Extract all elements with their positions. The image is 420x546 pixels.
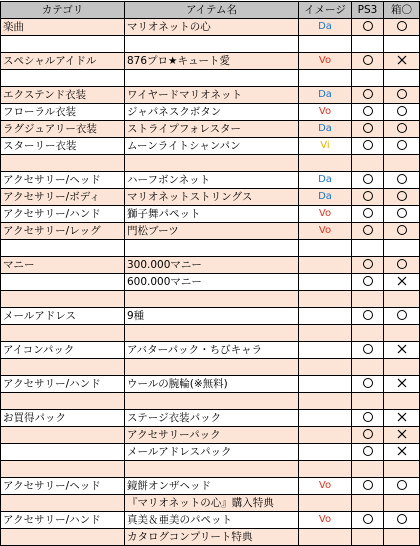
table-row <box>1 461 420 478</box>
circle-icon <box>397 208 407 218</box>
image-type-cell <box>299 155 352 172</box>
category-cell: アクセサリー/ハンド <box>1 512 125 529</box>
image-type-cell <box>299 461 352 478</box>
ps3-cell <box>352 325 384 342</box>
box-cell <box>384 342 420 359</box>
image-type-label: Da <box>318 123 332 134</box>
table-row <box>1 410 420 427</box>
box-cell <box>384 257 420 274</box>
image-type-cell <box>299 138 352 155</box>
circle-icon <box>397 140 407 150</box>
circle-icon <box>397 191 407 201</box>
category-cell: スターリー衣装 <box>1 138 125 155</box>
item-name-cell: ハーフボンネット <box>125 172 299 189</box>
circle-icon <box>363 310 373 320</box>
image-type-cell <box>299 376 352 393</box>
category-cell <box>1 444 125 461</box>
image-type-cell <box>299 70 352 87</box>
item-name-cell: 獅子舞パペット <box>125 206 299 223</box>
circle-icon <box>397 21 407 31</box>
circle-icon <box>363 225 373 235</box>
table-row <box>1 172 420 189</box>
box-cell <box>384 206 420 223</box>
category-cell <box>1 461 125 478</box>
table-row <box>1 70 420 87</box>
box-cell <box>384 291 420 308</box>
box-cell <box>384 53 420 70</box>
ps3-cell <box>352 53 384 70</box>
box-cell <box>384 189 420 206</box>
ps3-cell <box>352 291 384 308</box>
image-type-cell <box>299 240 352 257</box>
category-cell <box>1 529 125 546</box>
item-name-cell: 真美＆亜美のパペット <box>125 512 299 529</box>
item-name-cell: ウールの腕輪(※無料) <box>125 376 299 393</box>
table-row <box>1 444 420 461</box>
table-row <box>1 308 420 325</box>
image-type-cell <box>299 274 352 291</box>
category-cell: エクステンド衣装 <box>1 87 125 104</box>
circle-icon <box>363 344 373 354</box>
image-type-cell <box>299 36 352 53</box>
image-type-cell <box>299 223 352 240</box>
category-cell: フローラル衣装 <box>1 104 125 121</box>
ps3-cell <box>352 240 384 257</box>
box-cell <box>384 70 420 87</box>
category-cell: アクセサリー/ヘッド <box>1 172 125 189</box>
table-row <box>1 342 420 359</box>
cross-icon <box>397 276 407 286</box>
ps3-cell <box>352 342 384 359</box>
item-name-cell <box>125 325 299 342</box>
circle-icon <box>397 89 407 99</box>
box-cell <box>384 529 420 546</box>
category-cell <box>1 325 125 342</box>
image-type-label: Da <box>318 89 332 100</box>
circle-icon <box>397 106 407 116</box>
table-row <box>1 512 420 529</box>
table-row <box>1 529 420 546</box>
ps3-cell <box>352 461 384 478</box>
circle-icon <box>363 378 373 388</box>
image-type-cell <box>299 512 352 529</box>
cross-icon <box>397 412 407 422</box>
image-type-cell <box>299 427 352 444</box>
ps3-cell <box>352 70 384 87</box>
circle-icon <box>363 208 373 218</box>
image-type-label: Vo <box>318 480 332 491</box>
category-cell: スペシャルアイドル <box>1 53 125 70</box>
box-cell <box>384 19 420 36</box>
box-cell <box>384 104 420 121</box>
item-list-sheet <box>0 1 420 543</box>
category-cell: アイコンパック <box>1 342 125 359</box>
circle-icon <box>397 259 407 269</box>
circle-icon <box>397 174 407 184</box>
item-name-cell <box>125 393 299 410</box>
category-cell <box>1 359 125 376</box>
cross-icon <box>397 55 407 65</box>
circle-icon <box>363 123 373 133</box>
category-cell <box>1 155 125 172</box>
table-row <box>1 189 420 206</box>
item-name-cell: 300.000マニー <box>125 257 299 274</box>
box-cell <box>384 444 420 461</box>
ps3-cell <box>352 410 384 427</box>
table-row <box>1 359 420 376</box>
box-cell <box>384 427 420 444</box>
circle-icon <box>363 446 373 456</box>
category-cell: 楽曲 <box>1 19 125 36</box>
image-type-cell <box>299 308 352 325</box>
category-cell: アクセサリー/ハンド <box>1 376 125 393</box>
table-row <box>1 325 420 342</box>
header-image: イメージ <box>299 2 352 19</box>
image-type-cell <box>299 104 352 121</box>
category-cell <box>1 427 125 444</box>
item-name-cell: 鏡餅オンザヘッド <box>125 478 299 495</box>
circle-icon <box>363 174 373 184</box>
image-type-cell <box>299 325 352 342</box>
table-body <box>1 19 420 546</box>
box-cell <box>384 461 420 478</box>
table-row <box>1 206 420 223</box>
box-cell <box>384 495 420 512</box>
header-ps3: PS3 <box>352 2 384 19</box>
box-cell <box>384 223 420 240</box>
table-row <box>1 393 420 410</box>
circle-icon <box>397 480 407 490</box>
image-type-cell <box>299 53 352 70</box>
image-type-label: Vo <box>318 106 332 117</box>
header-row <box>1 2 420 19</box>
category-cell: ラグジュアリー衣装 <box>1 121 125 138</box>
circle-icon <box>363 276 373 286</box>
image-type-cell <box>299 206 352 223</box>
box-cell <box>384 376 420 393</box>
box-cell <box>384 393 420 410</box>
image-type-cell <box>299 478 352 495</box>
category-cell <box>1 70 125 87</box>
image-type-cell <box>299 529 352 546</box>
box-cell <box>384 36 420 53</box>
circle-icon <box>363 55 373 65</box>
image-type-label: Vo <box>318 514 332 525</box>
table-row <box>1 223 420 240</box>
ps3-cell <box>352 376 384 393</box>
category-cell: お買得パック <box>1 410 125 427</box>
image-type-cell <box>299 172 352 189</box>
header-box: 箱〇 <box>384 2 420 19</box>
category-cell: アクセサリー/レッグ <box>1 223 125 240</box>
item-name-cell: ジャパネスクボタン <box>125 104 299 121</box>
table-row <box>1 104 420 121</box>
image-type-label: Da <box>318 21 332 32</box>
item-name-cell: 9種 <box>125 308 299 325</box>
image-type-label: Vo <box>318 208 332 219</box>
image-type-label: Da <box>318 191 332 202</box>
table-row <box>1 138 420 155</box>
image-type-label: Da <box>318 174 332 185</box>
ps3-cell <box>352 478 384 495</box>
cross-icon <box>397 378 407 388</box>
ps3-cell <box>352 138 384 155</box>
box-cell <box>384 121 420 138</box>
ps3-cell <box>352 308 384 325</box>
category-cell: アクセサリー/ボディ <box>1 189 125 206</box>
item-name-cell: ワイヤードマリオネット <box>125 87 299 104</box>
item-name-cell <box>125 359 299 376</box>
item-name-cell: 門松ブーツ <box>125 223 299 240</box>
category-cell: マニー <box>1 257 125 274</box>
box-cell <box>384 172 420 189</box>
header-item-name: アイテム名 <box>125 2 299 19</box>
table-row <box>1 240 420 257</box>
item-name-cell: アクセサリーパック <box>125 427 299 444</box>
box-cell <box>384 87 420 104</box>
item-name-cell: カタログコンプリート特典 <box>125 529 299 546</box>
category-cell: アクセサリー/ハンド <box>1 206 125 223</box>
circle-icon <box>363 191 373 201</box>
table-row <box>1 53 420 70</box>
image-type-cell <box>299 19 352 36</box>
category-cell <box>1 240 125 257</box>
cross-icon <box>397 344 407 354</box>
table-row <box>1 36 420 53</box>
category-cell <box>1 274 125 291</box>
ps3-cell <box>352 495 384 512</box>
ps3-cell <box>352 427 384 444</box>
circle-icon <box>363 429 373 439</box>
image-type-cell <box>299 359 352 376</box>
cross-icon <box>397 429 407 439</box>
circle-icon <box>363 480 373 490</box>
circle-icon <box>363 514 373 524</box>
image-type-cell <box>299 87 352 104</box>
item-name-cell: マリオネットストリングス <box>125 189 299 206</box>
item-name-cell <box>125 240 299 257</box>
item-name-cell: 600.000マニー <box>125 274 299 291</box>
category-cell <box>1 495 125 512</box>
ps3-cell <box>352 274 384 291</box>
ps3-cell <box>352 189 384 206</box>
ps3-cell <box>352 121 384 138</box>
table-row <box>1 121 420 138</box>
box-cell <box>384 308 420 325</box>
image-type-cell <box>299 393 352 410</box>
ps3-cell <box>352 359 384 376</box>
table-row <box>1 495 420 512</box>
box-cell <box>384 359 420 376</box>
image-type-cell <box>299 257 352 274</box>
item-name-cell: ストライプフォレスター <box>125 121 299 138</box>
ps3-cell <box>352 36 384 53</box>
ps3-cell <box>352 19 384 36</box>
table-row <box>1 87 420 104</box>
item-name-cell: アバターパック・ちびキャラ <box>125 342 299 359</box>
category-cell: アクセサリー/ヘッド <box>1 478 125 495</box>
table-row <box>1 291 420 308</box>
box-cell <box>384 138 420 155</box>
box-cell <box>384 240 420 257</box>
ps3-cell <box>352 393 384 410</box>
item-name-cell: ステージ衣装パック <box>125 410 299 427</box>
circle-icon <box>363 106 373 116</box>
table-row <box>1 19 420 36</box>
table-row <box>1 155 420 172</box>
circle-icon <box>363 259 373 269</box>
box-cell <box>384 325 420 342</box>
ps3-cell <box>352 223 384 240</box>
circle-icon <box>397 123 407 133</box>
item-name-cell <box>125 36 299 53</box>
category-cell <box>1 393 125 410</box>
image-type-cell <box>299 189 352 206</box>
ps3-cell <box>352 172 384 189</box>
table-row <box>1 427 420 444</box>
item-table <box>0 1 420 546</box>
box-cell <box>384 410 420 427</box>
image-type-cell <box>299 291 352 308</box>
item-name-cell: 『マリオネットの心』購入特典 <box>125 495 299 512</box>
item-name-cell <box>125 291 299 308</box>
image-type-label: Vo <box>318 55 332 66</box>
ps3-cell <box>352 444 384 461</box>
image-type-label: Vi <box>320 140 330 151</box>
circle-icon <box>397 225 407 235</box>
ps3-cell <box>352 529 384 546</box>
table-row <box>1 478 420 495</box>
circle-icon <box>363 89 373 99</box>
box-cell <box>384 512 420 529</box>
ps3-cell <box>352 104 384 121</box>
item-name-cell <box>125 155 299 172</box>
box-cell <box>384 478 420 495</box>
category-cell <box>1 36 125 53</box>
item-name-cell <box>125 461 299 478</box>
circle-icon <box>363 21 373 31</box>
circle-icon <box>397 310 407 320</box>
table-row <box>1 257 420 274</box>
image-type-cell <box>299 495 352 512</box>
ps3-cell <box>352 512 384 529</box>
image-type-cell <box>299 444 352 461</box>
circle-icon <box>397 514 407 524</box>
box-cell <box>384 274 420 291</box>
ps3-cell <box>352 257 384 274</box>
image-type-cell <box>299 342 352 359</box>
table-row <box>1 274 420 291</box>
item-name-cell <box>125 70 299 87</box>
item-name-cell: ムーンライトシャンパン <box>125 138 299 155</box>
item-name-cell: マリオネットの心 <box>125 19 299 36</box>
image-type-label: Vo <box>318 225 332 236</box>
item-name-cell: メールアドレスパック <box>125 444 299 461</box>
cross-icon <box>397 446 407 456</box>
circle-icon <box>363 140 373 150</box>
table-row <box>1 376 420 393</box>
ps3-cell <box>352 87 384 104</box>
category-cell <box>1 291 125 308</box>
header-category: カテゴリ <box>1 2 125 19</box>
category-cell: メールアドレス <box>1 308 125 325</box>
image-type-cell <box>299 410 352 427</box>
item-name-cell: 876プロ★キュート愛 <box>125 53 299 70</box>
image-type-cell <box>299 121 352 138</box>
box-cell <box>384 155 420 172</box>
ps3-cell <box>352 155 384 172</box>
ps3-cell <box>352 206 384 223</box>
circle-icon <box>363 412 373 422</box>
